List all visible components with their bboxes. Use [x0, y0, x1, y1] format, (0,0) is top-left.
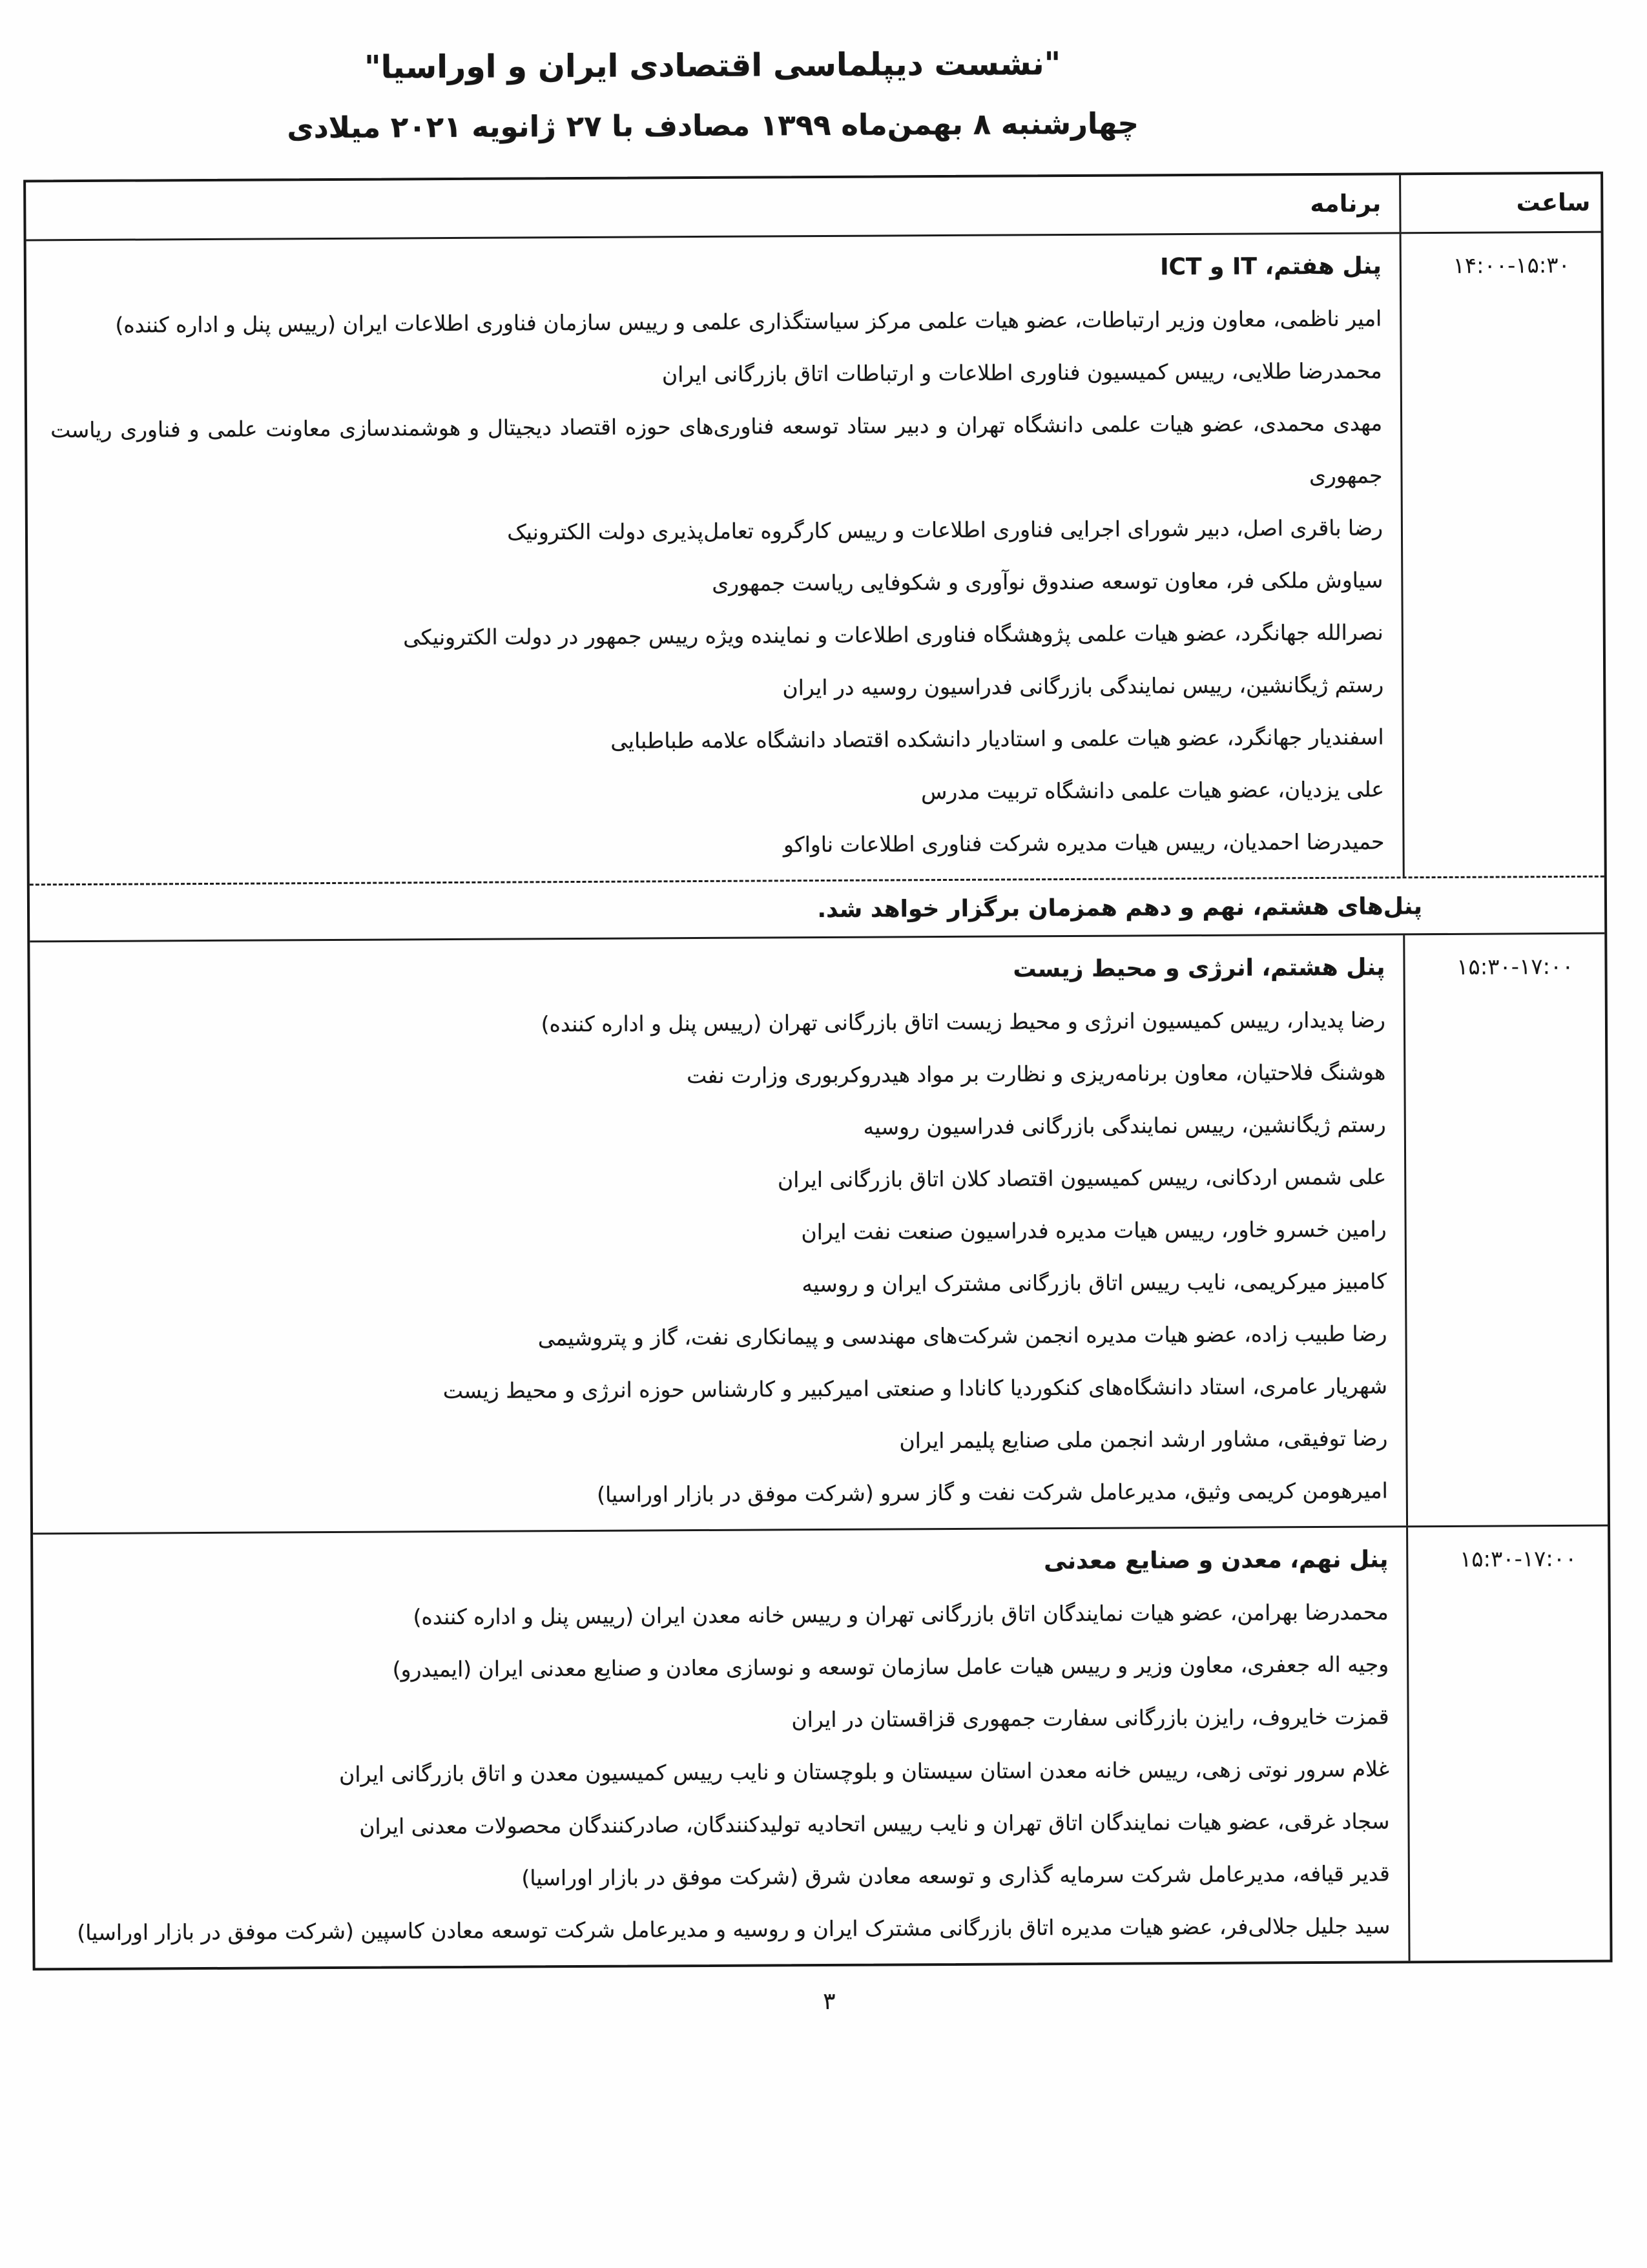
panel-9-speakers	[57, 1585, 1391, 1959]
speaker-line: رضا طبیب زاده، عضو هیات مدیره انجمن شرکت‌های مهندسی و پیمانکاری نفت، گاز و پتروشیمی	[537, 1321, 1387, 1351]
speaker-line: علی یزدیان، عضو هیات علمی دانشگاه تربیت مدرس	[920, 776, 1385, 805]
parallel-panels-notice: پنل‌های هشتم، نهم و دهم همزمان برگزار خواهد شد.	[30, 876, 1604, 941]
speaker-line: کامبیز میرکریمی، نایب رییس اتاق بازرگانی مشترک ایران و روسیه	[802, 1268, 1387, 1297]
panel-9-row	[33, 1525, 1610, 1968]
panel-8-program	[30, 935, 1406, 1532]
document-header	[0, 0, 1537, 147]
speaker-line: محمدرضا طلایی، رییس کمیسیون فناوری اطلاعات و ارتباطات اتاق بازرگانی ایران	[661, 358, 1382, 387]
speaker-line: سید جلیل جلالی‌فر، عضو هیات مدیره اتاق بازرگانی مشترک ایران و روسیه و مدیرعامل شرکت توسعه معادن کاسپین (شرکت موفق در بازار اوراسیا)	[77, 1913, 1391, 1946]
panel-9-program	[33, 1527, 1408, 1968]
speaker-line: وجیه اله جعفری، معاون وزیر و رییس هیات عامل سازمان توسعه و نوسازی معادن و صنایع معدنی ایران (ایمیدرو)	[392, 1651, 1389, 1682]
time-value: ۱۵:۳۰-۱۷:۰۰	[1456, 953, 1574, 980]
panel-7-time	[1400, 233, 1604, 877]
speaker-line: غلام سرور نوتی زهی، رییس خانه معدن استان سیستان و بلوچستان و نایب رییس کمیسیون معدن و اتاق بازرگانی ایران	[338, 1756, 1390, 1787]
speaker-line: علی شمس اردکانی، رییس کمیسیون اقتصاد کلان اتاق بازرگانی ایران	[777, 1164, 1387, 1193]
speaker-line: امیرهومن کریمی وثیق، مدیرعامل شرکت نفت و گاز سرو (شرکت موفق در بازار اوراسیا)	[597, 1478, 1388, 1507]
panel-8-row	[30, 933, 1608, 1533]
time-value: ۱۵:۳۰-۱۷:۰۰	[1459, 1545, 1577, 1572]
panel-7-title: پنل هفتم، IT و ICT	[1160, 253, 1382, 281]
panel-7-row	[26, 231, 1604, 884]
panel-7-speakers	[50, 292, 1385, 874]
column-header-time: ساعت	[1399, 174, 1600, 232]
panel-8-speakers	[54, 993, 1388, 1523]
speaker-line: مهدی محمدی، عضو هیات علمی دانشگاه تهران و دبیر ستاد توسعه فناوری‌های حوزه اقتصاد دیجیتال و هوشمندسازی معاونت علمی و فناوری ریاست جمهوری	[50, 410, 1383, 489]
speaker-line: رضا توفیقی، مشاور ارشد انجمن ملی صنایع پلیمر ایران	[899, 1425, 1388, 1454]
speaker-line: قمزت خایروف، رایزن بازرگانی سفارت جمهوری قزاقستان در ایران	[791, 1704, 1389, 1733]
panel-7-program	[26, 234, 1403, 883]
document-date: چهارشنبه ۸ بهمن‌ماه ۱۳۹۹ مصادف با ۲۷ ژانویه ۲۰۲۱ میلادی	[287, 106, 1139, 145]
schedule-table	[23, 172, 1612, 1971]
speaker-line: حمیدرضا احمدیان، رییس هیات مدیره شرکت فناوری اطلاعات ناواکو	[783, 829, 1385, 858]
speaker-line: هوشنگ فلاحتیان، معاون برنامه‌ریزی و نظارت بر مواد هیدروکربوری وزارت نفت	[687, 1059, 1386, 1089]
speaker-line: سجاد غرقی، عضو هیات نمایندگان اتاق تهران و نایب رییس اتحادیه تولیدکنندگان، صادرکنندگان محصولات معدنی ایران	[359, 1808, 1390, 1839]
time-value: ۱۴:۰۰-۱۵:۳۰	[1453, 252, 1570, 279]
speaker-line: نصرالله جهانگرد، عضو هیات علمی پژوهشگاه فناوری اطلاعات و نماینده ویژه رییس جمهور در دولت الکترونیکی	[403, 619, 1383, 650]
panel-8-time	[1403, 934, 1608, 1526]
panel-9-time	[1406, 1527, 1610, 1961]
speaker-line: رستم ژیگانشین، رییس نمایندگی بازرگانی فدراسیون روسیه در ایران	[782, 672, 1384, 701]
page-number: ۳	[823, 1988, 836, 2015]
panel-9-title: پنل نهم، معدن و صنایع معدنی	[1044, 1546, 1389, 1575]
speaker-line: سیاوش ملکی فر، معاون توسعه صندوق نوآوری و شکوفایی ریاست جمهوری	[712, 567, 1383, 596]
speaker-line: قدیر قیافه، مدیرعامل شرکت سرمایه گذاری و توسعه معادن شرق (شرکت موفق در بازار اوراسیا)	[521, 1861, 1390, 1891]
speaker-line: رضا باقری اصل، دبیر شورای اجرایی فناوری اطلاعات و رییس کارگروه تعامل‌پذیری دولت الکترونیک	[507, 515, 1383, 545]
speaker-line: اسفندیار جهانگرد، عضو هیات علمی و استادیار دانشکده اقتصاد دانشگاه علامه طباطبایی	[610, 724, 1384, 754]
speaker-line: محمدرضا بهرامن، عضو هیات نمایندگان اتاق بازرگانی تهران و رییس خانه معدن ایران (رییس پنل و اداره کننده)	[413, 1599, 1389, 1630]
speaker-line: رضا پدیدار، رییس کمیسیون انرژی و محیط زیست اتاق بازرگانی تهران (رییس پنل و اداره کننده)	[541, 1007, 1386, 1037]
table-header-row	[26, 174, 1600, 240]
panel-8-title: پنل هشتم، انرژی و محیط زیست	[1013, 954, 1385, 983]
speaker-line: شهریار عامری، استاد دانشگاه‌های کنکوردیا کانادا و صنعتی امیرکبیر و کارشناس حوزه انرژی و محیط زیست	[442, 1373, 1388, 1404]
speaker-line: امیر ناظمی، معاون وزیر ارتباطات، عضو هیات علمی مرکز سیاستگذاری علمی و رییس سازمان فناوری اطلاعات ایران (رییس پنل و اداره کننده)	[115, 305, 1382, 338]
column-header-program: برنامه	[1310, 189, 1382, 218]
speaker-line: رستم ژیگانشین، رییس نمایندگی بازرگانی فدراسیون روسیه	[863, 1111, 1386, 1140]
document-title: "نشست دیپلماسی اقتصادی ایران و اوراسیا"	[364, 45, 1061, 86]
speaker-line: رامین خسرو خاور، رییس هیات مدیره فدراسیون صنعت نفت ایران	[801, 1216, 1387, 1245]
